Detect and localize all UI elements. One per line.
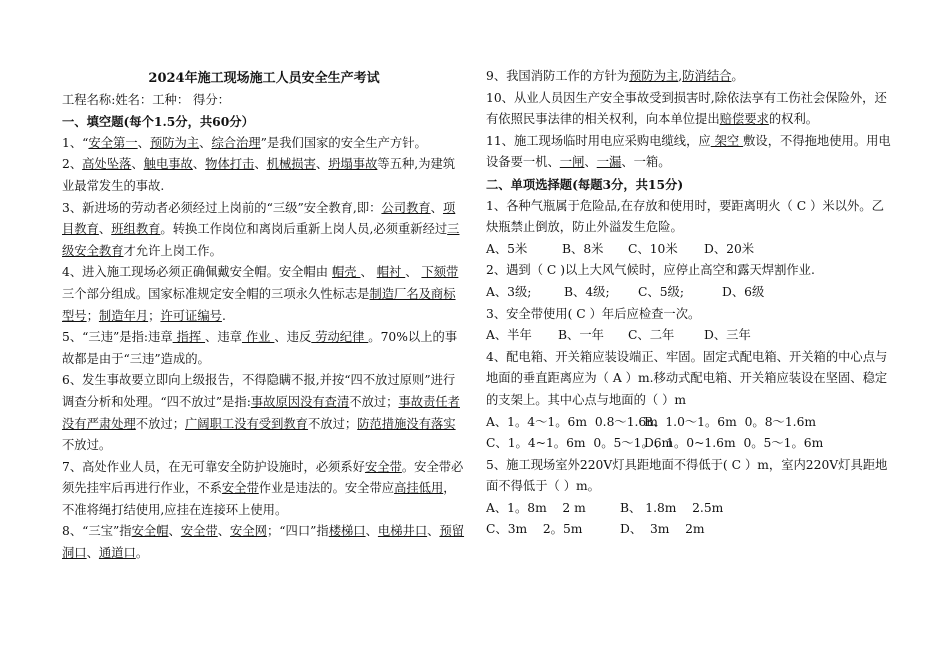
option: B、8米 xyxy=(562,241,604,256)
choice-question-4: 4、配电箱、开关箱应装设端正、牢固。固定式配电箱、开关箱的中心点与地面的垂直距离应为（ A ）m.移动式配电箱、开关箱应装设在坚固、稳定的支架上。其中心点与地面的（ ）m xyxy=(486,349,888,407)
question-3: 3、新进场的劳动者必须经过上岗前的“三级”安全教育,即：公司教育、项目教育、班组教育。转换工作岗位和离岗后重新上岗人员,必须重新经过三级安全教育才允许上岗工作。 xyxy=(62,200,460,258)
choice-question-2: 2、遇到（ C )以上大风气候时，应停止高空和露天焊割作业. xyxy=(486,263,815,278)
option: D、 3m 2m xyxy=(620,522,705,537)
left-column xyxy=(62,68,466,565)
option: D、三年 xyxy=(704,328,751,343)
question-10: 10、从业人员因生产安全事故受到损害时,除依法享有工伤社会保险外，还有依照民事法律的相关权利，向本单位提出赔偿要求的权利。 xyxy=(486,90,887,127)
option: D、6级 xyxy=(722,284,765,299)
option: C、10米 xyxy=(628,241,678,256)
choice-5-options-row-1 xyxy=(486,498,892,520)
question-11: 11、施工现场临时用电应采购电缆线，应 架空 敷设，不得拖地使用。用电设备要一机、一闸、一漏、一箱。 xyxy=(486,133,891,170)
question-1: 1、“安全第一、预防为主、综合治理”是我们国家的安全生产方针。 xyxy=(62,135,427,150)
choice-5-options-row-2 xyxy=(486,519,892,541)
question-6: 6、发生事故要立即向上级报告，不得隐瞒不报,并按“四不放过原则”进行调查分析和处理。“四不放过”是指:事故原因没有查清不放过；事故责任者没有严肃处理不放过；广阔职工没有受到教育不放过；防范措施没有落实不放过。 xyxy=(62,373,460,453)
choice-question-5: 5、施工现场室外220V灯具距地面不得低于( C ）m，室内220V灯具距地面不得低于（ ）m。 xyxy=(486,457,888,494)
question-9: 9、我国消防工作的方针为预防为主,防消结合。 xyxy=(486,69,744,83)
choice-2-options xyxy=(486,282,892,304)
exam-title: 2024年施工现场施工人员安全生产考试 xyxy=(148,71,380,86)
choice-question-1: 1、各种气瓶属于危险品,在存放和使用时，要距离明火（ C ）米以外。乙炔瓶禁止倒放，防止外溢发生危险。 xyxy=(486,198,884,235)
choice-question-3: 3、安全带使用( C ）年后应检查一次。 xyxy=(486,306,701,321)
section-1-heading: 一、填空题(每个1.5分，共60分） xyxy=(62,114,254,130)
option: A、1。4～1。6m 0.8～1.6m xyxy=(486,414,658,429)
choice-3-options xyxy=(486,325,892,347)
header-info: 工程名称:姓名：工种： 得分： xyxy=(62,92,230,107)
option: C、二年 xyxy=(628,328,675,343)
choice-4-options-row-2 xyxy=(486,433,892,455)
option: A、1。8m 2 m xyxy=(486,500,586,515)
option: B、1.0～1。6m 0。8～1.6m xyxy=(644,414,817,429)
option: A、半年 xyxy=(486,328,532,343)
choice-1-options xyxy=(486,239,892,261)
question-4: 4、进入施工现场必须正确佩戴安全帽。安全帽由 帽壳 、 帽衬 、 下颏带 三个部分组成。国家标准规定安全帽的三项永久性标志是制造厂名及商标型号；制造年月；许可证编号. xyxy=(62,265,459,323)
option: C、3m 2。5m xyxy=(486,522,583,537)
question-8: 8、“三宝”指安全帽、安全带、安全网；“四口”指楼梯口、电梯井口、预留洞口、通道口。 xyxy=(62,524,465,561)
question-5: 5、“三违”是指:违章 指挥 、违章 作业 、违反 劳动纪律 。70%以上的事故都是由于“三违”造成的。 xyxy=(62,330,458,366)
option: C、1。4~1。6m 0。5～1。6m xyxy=(486,436,674,451)
option: B、4级; xyxy=(564,284,610,299)
question-7: 7、高处作业人员，在无可靠安全防护设施时，必须系好安全带。安全带必须先挂牢后再进行作业，不系安全带作业是违法的。安全带应高挂低用，不准将绳打结使用,应挂在连接环上使用。 xyxy=(62,459,464,517)
option: B、一年 xyxy=(558,328,604,343)
option: D、1。0~1.6m 0。5～1。6m xyxy=(644,436,824,451)
section-2-heading: 二、单项选择题(每题3分，共15分) xyxy=(486,176,684,192)
option: D、20米 xyxy=(704,241,755,256)
question-2: 2、高处坠落、触电事故、物体打击、机械损害、坍塌事故等五种,为建筑业最常发生的事故. xyxy=(62,157,456,193)
choice-4-options-row-1 xyxy=(486,412,892,434)
option: A、5米 xyxy=(486,241,528,256)
option: B、 1.8m 2.5m xyxy=(620,500,724,515)
right-column xyxy=(486,66,892,541)
option: C、5级; xyxy=(638,284,684,299)
option: A、3级; xyxy=(486,284,532,299)
